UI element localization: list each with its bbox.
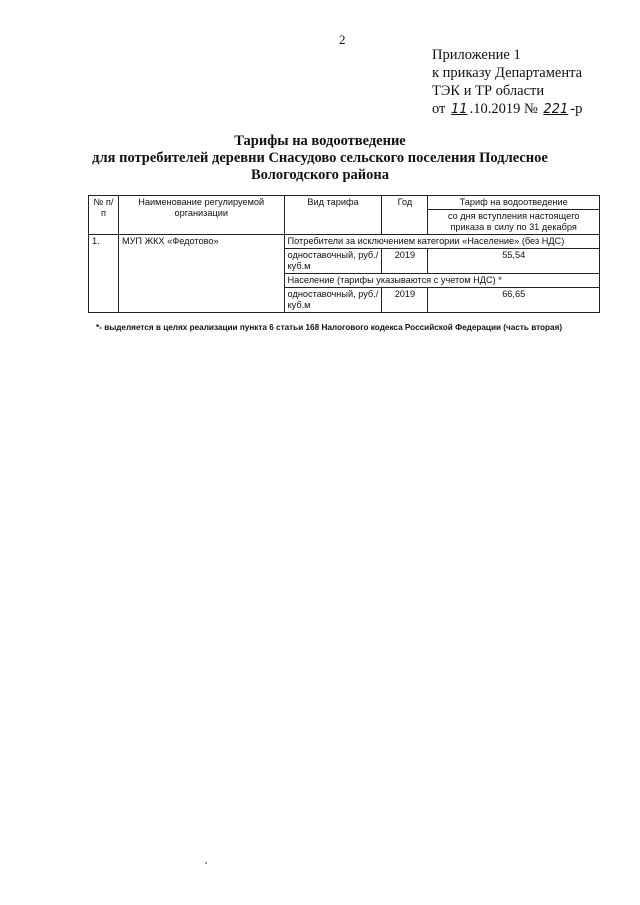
header-tariff-period: со дня вступления настоящего приказа в силу по 31 декабря [428,210,600,235]
order-date-line [432,100,582,119]
table-header-row [89,196,600,210]
cell-value-1: 55,54 [428,249,600,274]
cell-org: МУП ЖКХ «Федотово» [118,235,284,313]
order-date-rest: .10.2019 № [469,101,538,117]
cell-group-2: Население (тарифы указываются с учетом НДС) * [284,274,599,288]
appendix-header [432,46,582,119]
table-row [89,235,600,249]
order-number: 221 [543,102,569,117]
tariff-table [88,195,600,313]
appendix-line-2: к приказу Департамента [432,65,583,81]
appendix-line-3: ТЭК и ТР области [432,83,545,99]
title-line-1: Тарифы на водоотведение [234,133,406,149]
footnote: *- выделяется в целях реализации пункта 6 статьи 168 Налогового кодекса Российской Федерации (часть вторая) [96,323,563,332]
cell-year-2: 2019 [382,288,428,313]
header-type: Вид тарифа [284,196,382,235]
cell-year-1: 2019 [382,249,428,274]
cell-type-1: одноставочный, руб./куб.м [284,249,382,274]
cell-group-1: Потребители за исключением категории «Население» (без НДС) [284,235,599,249]
cell-value-2: 66,65 [428,288,600,313]
header-year: Год [382,196,428,235]
order-day: 11 [451,102,468,117]
scan-speck [205,862,207,864]
header-num: № п/п [89,196,119,235]
cell-type-2: одноставочный, руб./куб.м [284,288,382,313]
header-tariff: Тариф на водоотведение [428,196,600,210]
page-number: 2 [339,32,346,47]
appendix-line-1: Приложение 1 [432,47,521,63]
document-title [0,133,640,184]
order-prefix: от [432,101,446,117]
title-line-3: Вологодского района [251,167,389,183]
title-line-2: для потребителей деревни Снасудово сельского поселения Подлесное [92,150,548,166]
header-org: Наименование регулируемой организации [118,196,284,235]
cell-num: 1. [89,235,119,313]
order-suffix: -р [570,101,583,117]
